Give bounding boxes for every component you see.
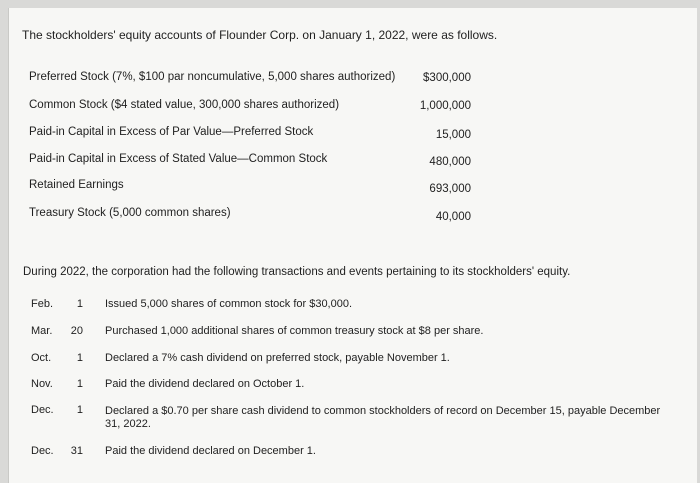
- intro-text: The stockholders' equity accounts of Flounder Corp. on January 1, 2022, were as follows.: [22, 28, 498, 42]
- equity-account-label: Common Stock ($4 stated value, 300,000 shares authorized): [29, 99, 340, 111]
- equity-account-label: Treasury Stock (5,000 common shares): [29, 207, 231, 219]
- transaction-day: 1: [76, 404, 83, 416]
- equity-account-value: 480,000: [429, 156, 471, 168]
- transaction-description: Paid the dividend declared on December 1.: [105, 445, 316, 457]
- equity-account-value: 693,000: [429, 183, 471, 195]
- equity-account-label: Retained Earnings: [29, 179, 124, 191]
- equity-account-value: 15,000: [435, 129, 471, 141]
- transaction-description: Declared a 7% cash dividend on preferred stock, payable November 1.: [105, 352, 450, 364]
- transaction-month: Mar.: [31, 325, 53, 337]
- equity-account-value: $300,000: [423, 72, 471, 84]
- transactions-intro: During 2022, the corporation had the following transactions and events pertaining to its stockholders' equity.: [23, 266, 571, 278]
- transaction-month: Oct.: [31, 352, 52, 364]
- transaction-day: 20: [70, 325, 83, 337]
- transaction-day: 1: [76, 352, 83, 364]
- transaction-month: Nov.: [31, 378, 53, 390]
- transaction-month: Feb.: [31, 298, 54, 310]
- transaction-description: Declared a $0.70 per share cash dividend to common stockholders of record on December 15, payable December 31, 2022.: [105, 405, 661, 430]
- transaction-day: 1: [76, 378, 83, 390]
- transaction-description: Purchased 1,000 additional shares of common treasury stock at $8 per share.: [105, 325, 484, 337]
- transaction-month: Dec.: [31, 404, 54, 416]
- equity-account-value: 40,000: [435, 211, 471, 223]
- equity-account-label: Paid-in Capital in Excess of Stated Value—Common Stock: [29, 153, 328, 165]
- document-page: [8, 8, 697, 483]
- transaction-day: 31: [70, 445, 83, 457]
- transaction-month: Dec.: [31, 445, 54, 457]
- equity-account-label: Paid-in Capital in Excess of Par Value—Preferred Stock: [29, 126, 314, 138]
- transaction-day: 1: [76, 298, 83, 310]
- equity-account-label: Preferred Stock (7%, $100 par noncumulative, 5,000 shares authorized): [29, 71, 396, 83]
- transaction-description: Paid the dividend declared on October 1.: [105, 378, 305, 390]
- transaction-description: Issued 5,000 shares of common stock for $30,000.: [105, 298, 353, 310]
- equity-account-value: 1,000,000: [419, 100, 471, 112]
